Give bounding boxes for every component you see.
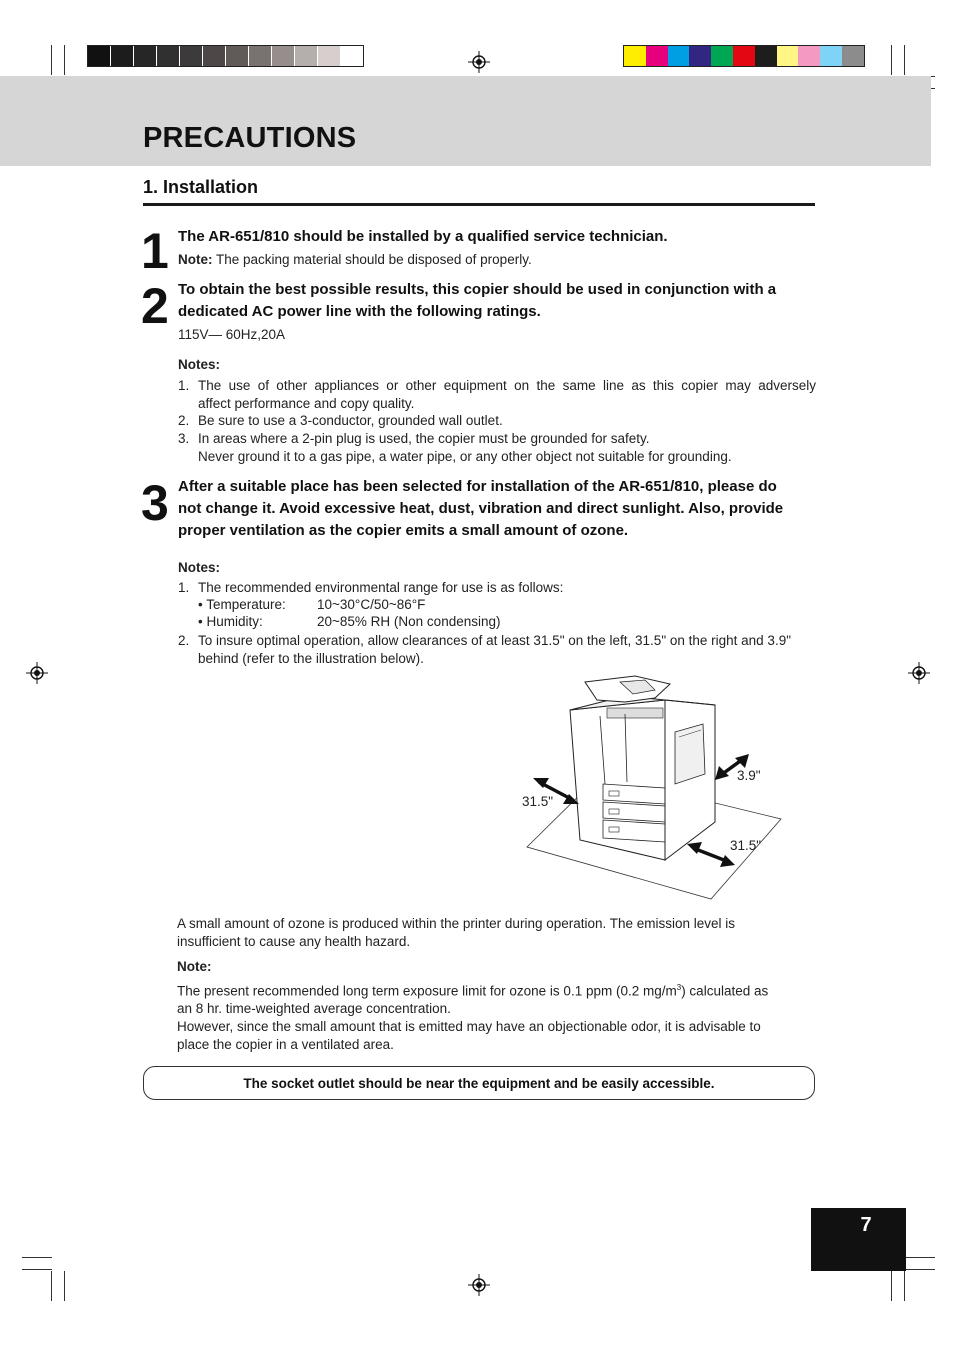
step-heading: not change it. Avoid excessive heat, dust, vibration and direct sunlight. Also, provide <box>178 500 784 517</box>
step-heading: After a suitable place has been selected for installation of the AR-651/810, please do <box>178 478 777 495</box>
notes-label: Notes: <box>178 560 221 575</box>
crop-mark <box>51 1271 52 1301</box>
rear-clearance-label: 3.9" <box>737 768 761 783</box>
right-clearance-label: 31.5" <box>730 838 762 853</box>
copier-clearance-illustration <box>515 672 785 904</box>
list-text: To insure optimal operation, allow clearances of at least 31.5" on the left, 31.5" on the right and 3.9" <box>198 633 791 648</box>
color-swatch <box>798 46 820 66</box>
list-item <box>178 412 818 430</box>
color-swatch <box>755 46 777 66</box>
socket-notice-box <box>143 1066 815 1100</box>
step-heading: To obtain the best possible results, this copier should be used in conjunction with a <box>178 281 777 298</box>
section-title: 1. Installation <box>143 177 259 197</box>
list-text: behind (refer to the illustration below). <box>198 651 424 666</box>
step-heading: dedicated AC power line with the following ratings. <box>178 303 541 320</box>
list-number: 2. <box>178 413 190 428</box>
gray-swatch <box>157 46 180 66</box>
color-swatch <box>689 46 711 66</box>
crop-mark <box>891 45 892 75</box>
list-text: The recommended environmental range for use is as follows: <box>198 580 564 595</box>
step-note <box>178 251 532 269</box>
crop-mark <box>22 1257 52 1258</box>
list-number: 1. <box>178 580 190 595</box>
ozone-paragraph: A small amount of ozone is produced within the printer during operation. The emission level is insufficient to cause any health hazard. <box>177 916 736 949</box>
env-humidity-value: 20~85% RH (Non condensing) <box>317 614 501 629</box>
crop-mark <box>904 1271 905 1301</box>
color-swatch <box>624 46 646 66</box>
crop-mark <box>64 1271 65 1301</box>
list-number: 2. <box>178 633 190 648</box>
gray-swatch <box>88 46 111 66</box>
gray-swatch <box>295 46 318 66</box>
crop-mark <box>22 1269 52 1270</box>
list-text: In areas where a 2-pin plug is used, the copier must be grounded for safety. <box>198 431 650 446</box>
list-item <box>178 579 818 597</box>
left-clearance-label: 31.5" <box>522 794 554 809</box>
list-item <box>178 430 818 466</box>
gray-calibration-strip <box>87 45 364 67</box>
step-heading: The AR-651/810 should be installed by a qualified service technician. <box>178 228 668 245</box>
note-label: Note: <box>177 959 212 974</box>
gray-swatch <box>318 46 341 66</box>
color-swatch <box>646 46 668 66</box>
env-temperature-label: • Temperature: <box>198 597 286 612</box>
env-temperature-value: 10~30°C/50~86°F <box>317 597 426 612</box>
power-rating: 115V— 60Hz,20A <box>178 327 286 342</box>
step-number: 1 <box>141 223 167 279</box>
note-label: Note: <box>178 252 213 267</box>
right-clearance-arrow-icon <box>687 842 735 867</box>
gray-swatch <box>341 46 363 66</box>
step-heading: proper ventilation as the copier emits a small amount of ozone. <box>178 522 629 539</box>
list-text: Never ground it to a gas pipe, a water pipe, or any other object not suitable for grounding. <box>198 449 732 464</box>
crop-mark <box>891 1271 892 1301</box>
color-swatch <box>842 46 864 66</box>
list-text: affect performance and copy quality. <box>198 396 415 411</box>
section-divider <box>143 203 815 206</box>
color-calibration-strip <box>623 45 865 67</box>
registration-mark-icon <box>468 1274 490 1296</box>
step-number: 2 <box>141 278 167 334</box>
env-humidity-label: • Humidity: <box>198 614 263 629</box>
socket-notice-text: The socket outlet should be near the equipment and be easily accessible. <box>243 1075 715 1091</box>
list-text: The use of other appliances or other equipment on the same line as this copier may adversely <box>198 378 816 393</box>
crop-mark <box>64 45 65 75</box>
crop-mark <box>51 45 52 75</box>
note-text: The packing material should be disposed of properly. <box>216 252 532 267</box>
registration-mark-icon <box>468 51 490 73</box>
color-swatch <box>733 46 755 66</box>
crop-mark <box>905 1269 935 1270</box>
color-swatch <box>668 46 690 66</box>
color-swatch <box>777 46 799 66</box>
step-number: 3 <box>141 475 167 531</box>
crop-mark <box>905 1257 935 1258</box>
page-number: 7 <box>860 1214 872 1236</box>
gray-swatch <box>180 46 203 66</box>
gray-swatch <box>249 46 272 66</box>
gray-swatch <box>134 46 157 66</box>
notes-label: Notes: <box>178 357 221 372</box>
gray-swatch <box>203 46 226 66</box>
list-item <box>178 632 818 668</box>
color-swatch <box>711 46 733 66</box>
gray-swatch <box>226 46 249 66</box>
crop-mark <box>904 45 905 75</box>
gray-swatch <box>272 46 295 66</box>
gray-swatch <box>111 46 134 66</box>
list-number: 1. <box>178 378 190 393</box>
list-text: Be sure to use a 3-conductor, grounded wall outlet. <box>198 413 503 428</box>
ozone-note: The present recommended long term exposure limit for ozone is 0.1 ppm (0.2 $mg/m^3$) calculated as an 8 hr. time-weighted average concentration. However, since the small amount that is emitted may have an objectionable odor, it is advisable to place the copier in a ventilated area. <box>177 983 769 1052</box>
registration-mark-icon <box>908 662 930 684</box>
list-item <box>178 377 818 413</box>
color-swatch <box>820 46 842 66</box>
registration-mark-icon <box>26 662 48 684</box>
page-title: PRECAUTIONS <box>143 122 357 154</box>
header-band <box>0 76 931 166</box>
list-number: 3. <box>178 431 190 446</box>
